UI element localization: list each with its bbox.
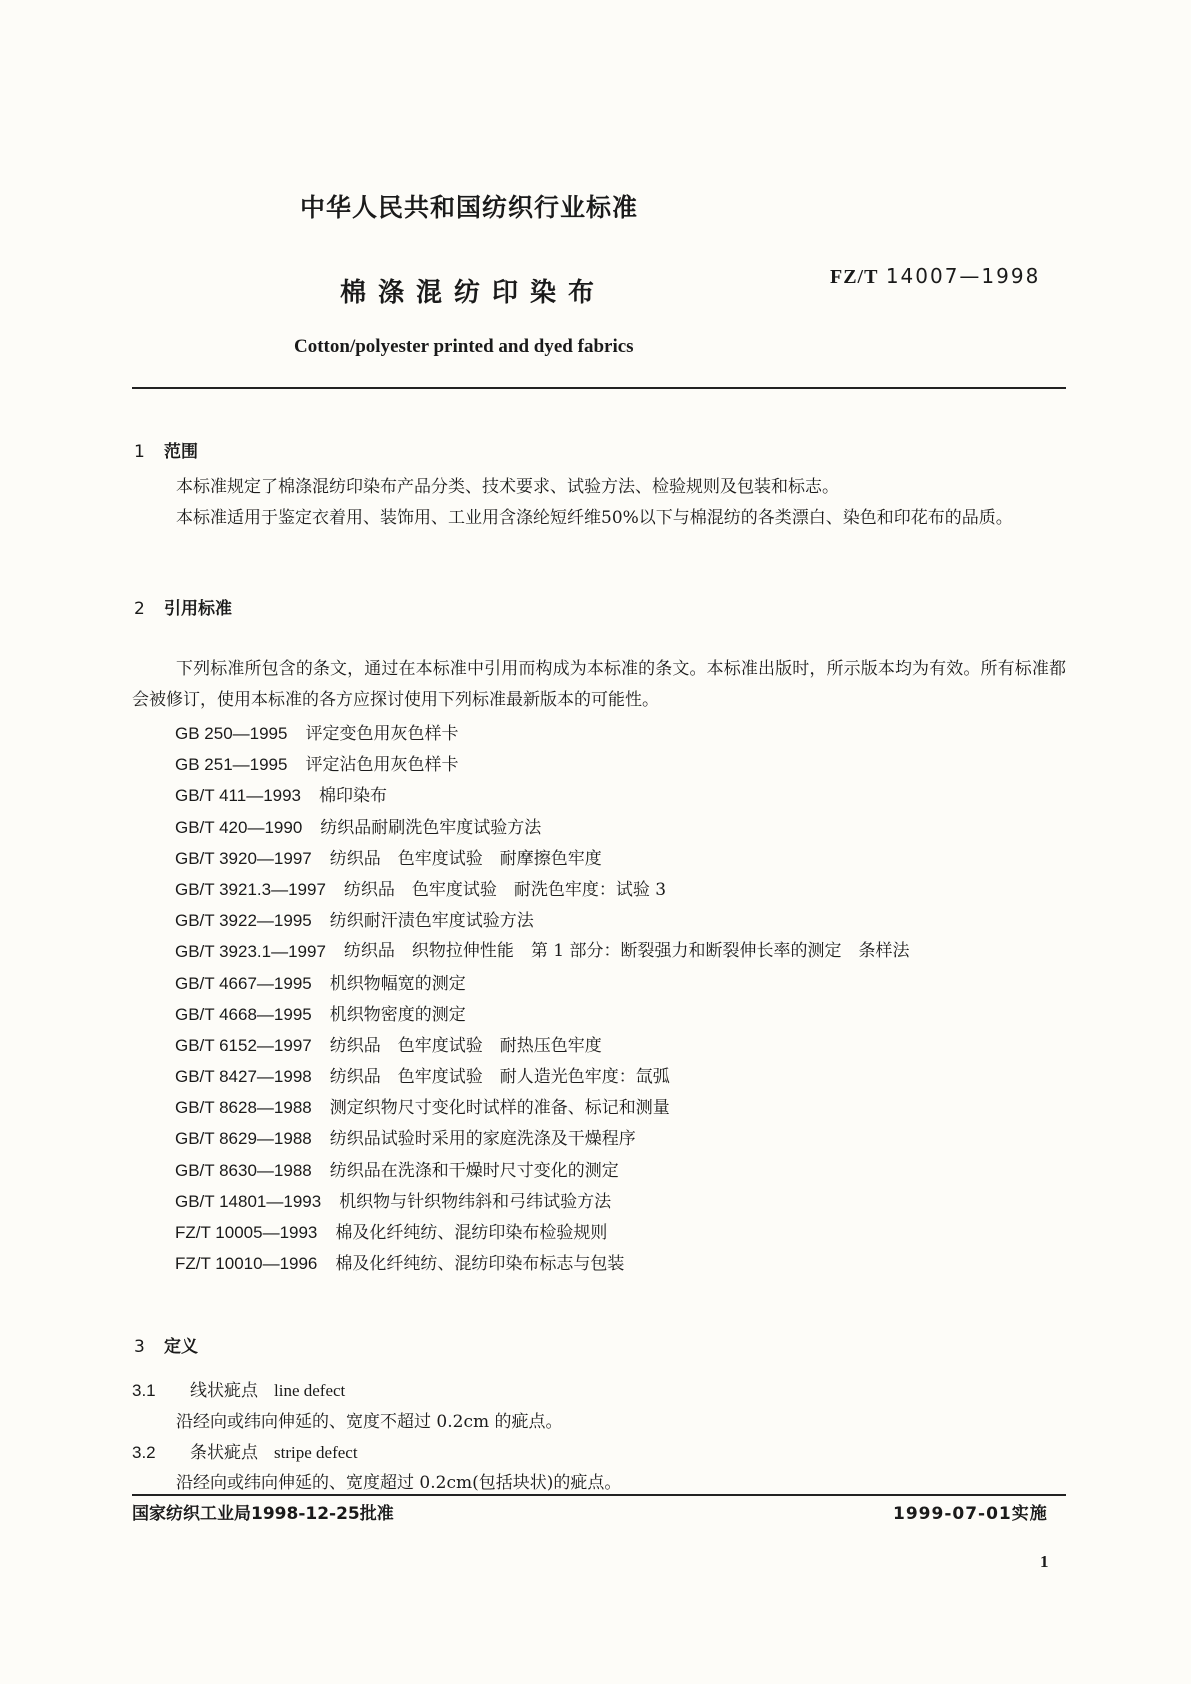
- section-number: 3: [134, 1337, 145, 1357]
- reference-title: 机织物与针织物纬斜和弓纬试验方法: [339, 1191, 612, 1212]
- reference-title: 纺织品 色牢度试验 耐洗色牢度：试验 3: [343, 879, 667, 900]
- reference-code: GB/T 14801—1993: [175, 1191, 322, 1211]
- reference-code: GB 251—1995: [175, 755, 288, 775]
- reference-title: 纺织品 色牢度试验 耐人造光色牢度：氙弧: [329, 1067, 670, 1088]
- reference-item: [175, 1186, 1036, 1217]
- reference-item: [175, 936, 1036, 967]
- section-title: 引用标准: [164, 599, 232, 619]
- definition-3-2: [132, 1438, 358, 1463]
- section-2-intro: [132, 654, 1066, 716]
- section-3-heading: [134, 1332, 198, 1357]
- standard-code: [830, 264, 1040, 289]
- paragraph: 下列标准所包含的条文，通过在本标准中引用而构成为本标准的条文。本标准出版时，所示版本均为有效。所有标准都会被修订，使用本标准的各方应探讨使用下列标准最新版本的可能性。: [132, 659, 1066, 710]
- reference-title: 纺织品 织物拉伸性能 第 1 部分：断裂强力和断裂伸长率的测定 条样法: [343, 941, 910, 962]
- section-title: 范围: [164, 442, 198, 462]
- reference-code: GB/T 8629—1988: [175, 1129, 312, 1149]
- reference-item: [175, 843, 1036, 874]
- reference-item: [175, 1248, 1036, 1279]
- section-number: 2: [134, 599, 145, 619]
- reference-code: GB/T 3920—1997: [175, 848, 312, 868]
- reference-title: 棉印染布: [319, 786, 388, 807]
- effective-date: 1999-07-01实施: [893, 1504, 1048, 1524]
- reference-title: 测定织物尺寸变化时试样的准备、标记和测量: [329, 1098, 670, 1119]
- reference-item: [175, 905, 1036, 936]
- section-1-heading: [134, 437, 198, 462]
- reference-code: GB/T 3922—1995: [175, 911, 312, 931]
- reference-code: GB/T 411—1993: [175, 786, 302, 806]
- header-rule: [132, 387, 1066, 389]
- reference-title: 纺织耐汗渍色牢度试验方法: [329, 911, 534, 932]
- section-title: 定义: [164, 1337, 198, 1357]
- reference-code: GB/T 8630—1988: [175, 1160, 312, 1180]
- definition-term: 线状疵点: [190, 1381, 258, 1401]
- reference-title: 机织物密度的测定: [329, 1004, 466, 1025]
- standard-prefix: FZ/T: [830, 266, 879, 288]
- reference-title: 评定沾色用灰色样卡: [305, 755, 459, 776]
- reference-title: 纺织品耐刷洗色牢度试验方法: [320, 817, 542, 838]
- reference-code: GB/T 8628—1988: [175, 1098, 312, 1118]
- definition-term-en: stripe defect: [274, 1443, 358, 1462]
- reference-code: FZ/T 10010—1996: [175, 1254, 318, 1274]
- definition-term-en: line defect: [274, 1381, 346, 1400]
- reference-title: 纺织品 色牢度试验 耐摩擦色牢度: [329, 848, 602, 869]
- reference-item: [175, 1092, 1036, 1123]
- reference-item: [175, 1061, 1036, 1092]
- footer-rule: [132, 1494, 1066, 1496]
- approval-line: 国家纺织工业局1998-12-25批准: [132, 1504, 394, 1524]
- reference-code: GB/T 6152—1997: [175, 1035, 312, 1055]
- paragraph: 本标准适用于鉴定衣着用、装饰用、工业用含涤纶短纤维50%以下与棉混纺的各类漂白、染色和印花布的品质。: [176, 508, 1013, 528]
- section-2-heading: [134, 594, 232, 619]
- reference-code: GB/T 420—1990: [175, 817, 303, 837]
- page-number: 1: [1040, 1552, 1049, 1571]
- definition-3-2-body: 沿经向或纬向伸延的、宽度超过 0.2cm(包括块状)的疵点。: [176, 1473, 622, 1493]
- definition-number: 3.1: [132, 1381, 156, 1400]
- reference-code: GB/T 3921.3—1997: [175, 879, 326, 899]
- reference-item: [175, 968, 1036, 999]
- reference-title: 棉及化纤纯纺、混纺印染布标志与包装: [335, 1254, 625, 1275]
- reference-code: FZ/T 10005—1993: [175, 1223, 318, 1243]
- reference-code: GB/T 3923.1—1997: [175, 942, 326, 962]
- reference-item: [175, 1123, 1036, 1154]
- issuing-organization: 中华人民共和国纺织行业标准: [300, 193, 639, 222]
- section-number: 1: [134, 442, 145, 462]
- reference-code: GB/T 8427—1998: [175, 1067, 312, 1087]
- reference-title: 纺织品在洗涤和干燥时尺寸变化的测定: [329, 1160, 619, 1181]
- definition-3-1-body: 沿经向或纬向伸延的、宽度不超过 0.2cm 的疵点。: [176, 1412, 563, 1432]
- reference-item: [175, 1155, 1036, 1186]
- reference-list: [175, 718, 1036, 1279]
- paragraph: 本标准规定了棉涤混纺印染布产品分类、技术要求、试验方法、检验规则及包装和标志。: [176, 477, 839, 497]
- reference-title: 机织物幅宽的测定: [329, 973, 466, 994]
- reference-item: [175, 812, 1036, 843]
- reference-item: [175, 780, 1036, 811]
- reference-item: [175, 749, 1036, 780]
- reference-item: [175, 874, 1036, 905]
- reference-code: GB/T 4667—1995: [175, 973, 312, 993]
- reference-item: [175, 1217, 1036, 1248]
- reference-code: GB 250—1995: [175, 724, 288, 743]
- definition-number: 3.2: [132, 1443, 156, 1462]
- reference-title: 棉及化纤纯纺、混纺印染布检验规则: [335, 1223, 608, 1244]
- reference-item: [175, 718, 1036, 749]
- reference-title: 纺织品试验时采用的家庭洗涤及干燥程序: [329, 1129, 636, 1150]
- reference-item: [175, 999, 1036, 1030]
- definition-term: 条状疵点: [190, 1443, 258, 1463]
- english-title: Cotton/polyester printed and dyed fabrics: [294, 336, 634, 357]
- document-title: 棉涤混纺印染布: [340, 278, 607, 308]
- reference-item: [175, 1030, 1036, 1061]
- standard-number: 14007—1998: [885, 264, 1041, 288]
- section-1-body: [132, 472, 1066, 534]
- reference-title: 评定变色用灰色样卡: [305, 724, 459, 744]
- definition-3-1: [132, 1376, 345, 1401]
- reference-code: GB/T 4668—1995: [175, 1004, 312, 1024]
- reference-title: 纺织品 色牢度试验 耐热压色牢度: [329, 1035, 602, 1056]
